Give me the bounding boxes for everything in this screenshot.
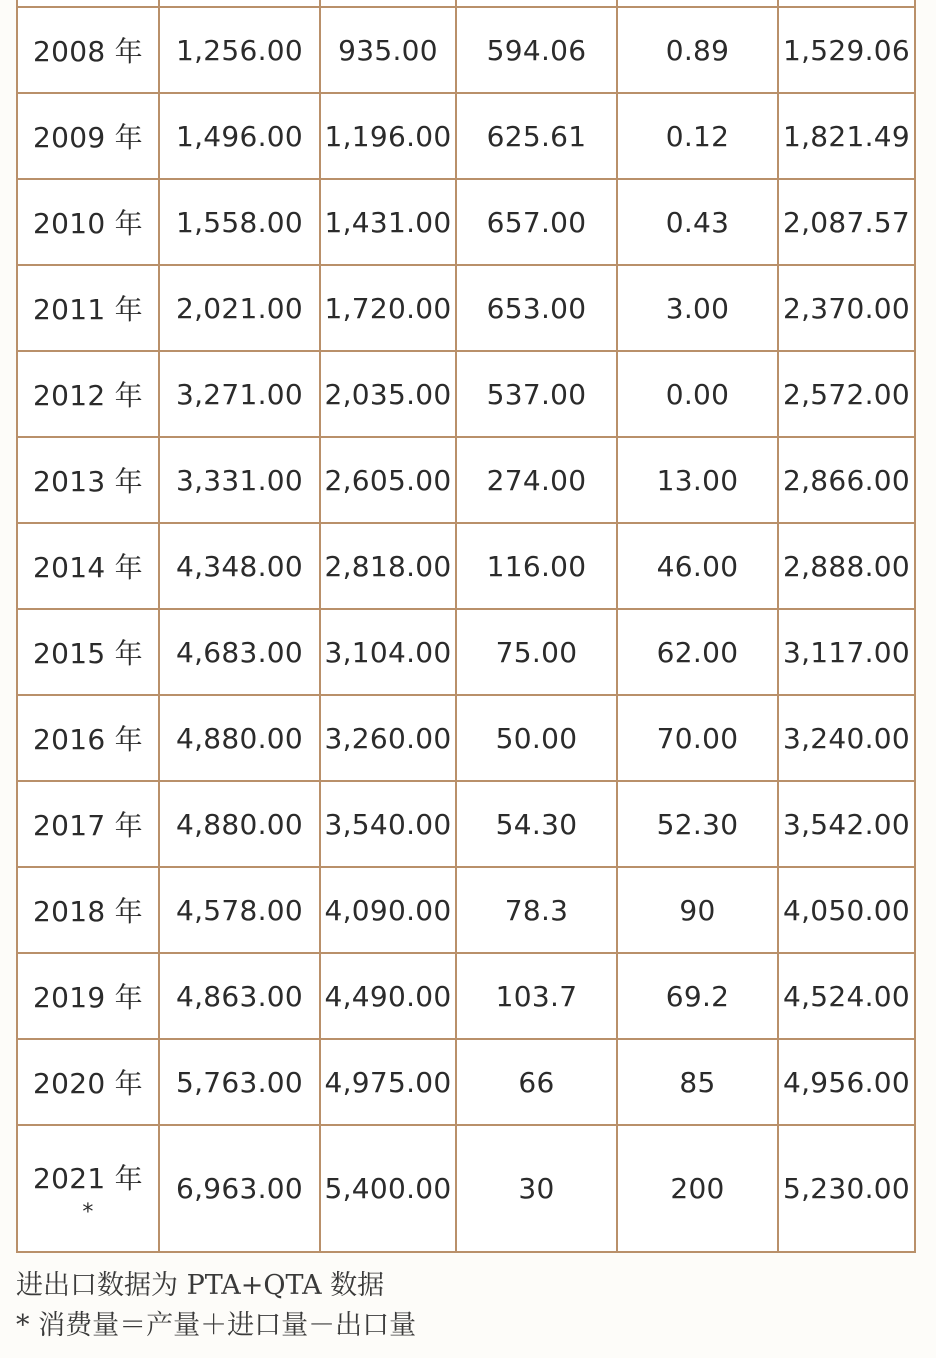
year-cell: [17, 781, 159, 867]
value-cell-col5: 1,529.06: [778, 7, 915, 93]
value-cell-col2: 4,090.00: [320, 867, 456, 953]
value-cell-col4: 90: [617, 867, 778, 953]
year-label: 2016 年: [33, 723, 143, 756]
value-cell-col2: 3,260.00: [320, 695, 456, 781]
table-row: [17, 1125, 915, 1252]
footnote-formula: * 消费量＝产量＋进口量－出口量: [16, 1310, 417, 1341]
value-cell-col3: 103.7: [456, 953, 617, 1039]
value-cell-col2: 3,540.00: [320, 781, 456, 867]
value-cell-col4: 0.00: [617, 351, 778, 437]
table-row: [17, 179, 915, 265]
value-cell-col5: 3,542.00: [778, 781, 915, 867]
value-cell-col2: 1,196.00: [320, 93, 456, 179]
value-cell-col4: 52.30: [617, 781, 778, 867]
value-cell-col1: 4,880.00: [159, 781, 320, 867]
table-row: [17, 609, 915, 695]
value-cell-col2: 2,035.00: [320, 351, 456, 437]
value-cell-col1: 4,578.00: [159, 867, 320, 953]
year-cell: [17, 265, 159, 351]
value-cell-col5: 4,050.00: [778, 867, 915, 953]
value-cell-col5: 2,888.00: [778, 523, 915, 609]
value-cell-col2: 3,104.00: [320, 609, 456, 695]
data-table-container: [16, 0, 914, 1253]
value-cell-col3: 116.00: [456, 523, 617, 609]
year-cell: [17, 7, 159, 93]
year-cell: [17, 93, 159, 179]
value-cell-col4: 13.00: [617, 437, 778, 523]
year-label: 2017 年: [33, 809, 143, 842]
value-cell-col1: 5,763.00: [159, 1039, 320, 1125]
value-cell-col1: 3,271.00: [159, 351, 320, 437]
value-cell-col4: 0.89: [617, 7, 778, 93]
value-cell-col1: 1,256.00: [159, 7, 320, 93]
table-row: [17, 953, 915, 1039]
value-cell-col4: 200: [617, 1125, 778, 1252]
value-cell-col3: 625.61: [456, 93, 617, 179]
value-cell-col3: 657.00: [456, 179, 617, 265]
year-label: 2009 年: [33, 121, 143, 154]
table-row: [17, 351, 915, 437]
value-cell-col3: 50.00: [456, 695, 617, 781]
value-cell-col5: 4,956.00: [778, 1039, 915, 1125]
footnote-source: 进出口数据为 PTA+QTA 数据: [16, 1270, 385, 1301]
value-cell-col2: 1,431.00: [320, 179, 456, 265]
value-cell-col5: 5,230.00: [778, 1125, 915, 1252]
data-table: [16, 0, 916, 1253]
value-cell-col1: 4,348.00: [159, 523, 320, 609]
value-cell-col2: 2,605.00: [320, 437, 456, 523]
table-row: [17, 93, 915, 179]
value-cell-col4: 3.00: [617, 265, 778, 351]
value-cell-col3: 30: [456, 1125, 617, 1252]
year-cell: [17, 1125, 159, 1252]
value-cell-col4: 0.43: [617, 179, 778, 265]
value-cell-col1: 4,880.00: [159, 695, 320, 781]
value-cell-col4: 62.00: [617, 609, 778, 695]
value-cell-col2: 935.00: [320, 7, 456, 93]
value-cell-col1: 6,963.00: [159, 1125, 320, 1252]
value-cell-col4: 69.2: [617, 953, 778, 1039]
table-header-remnant: [17, 0, 915, 7]
value-cell-col3: 274.00: [456, 437, 617, 523]
value-cell-col3: 78.3: [456, 867, 617, 953]
year-cell: [17, 695, 159, 781]
value-cell-col3: 75.00: [456, 609, 617, 695]
table-row: [17, 523, 915, 609]
value-cell-col4: 85: [617, 1039, 778, 1125]
year-label: 2014 年: [33, 551, 143, 584]
value-cell-col1: 1,496.00: [159, 93, 320, 179]
value-cell-col4: 70.00: [617, 695, 778, 781]
year-label: 2018 年: [33, 895, 143, 928]
table-row: [17, 781, 915, 867]
year-cell: [17, 437, 159, 523]
value-cell-col5: 2,370.00: [778, 265, 915, 351]
value-cell-col5: 2,087.57: [778, 179, 915, 265]
table-row: [17, 437, 915, 523]
footnotes: [16, 1266, 916, 1346]
value-cell-col5: 4,524.00: [778, 953, 915, 1039]
table-row: [17, 695, 915, 781]
value-cell-col5: 2,572.00: [778, 351, 915, 437]
value-cell-col3: 653.00: [456, 265, 617, 351]
year-label: 2010 年: [33, 207, 143, 240]
value-cell-col1: 3,331.00: [159, 437, 320, 523]
estimate-mark: *: [82, 1199, 94, 1225]
value-cell-col1: 1,558.00: [159, 179, 320, 265]
value-cell-col3: 594.06: [456, 7, 617, 93]
year-label: 2021 年: [33, 1161, 143, 1195]
value-cell-col5: 3,240.00: [778, 695, 915, 781]
year-cell: [17, 351, 159, 437]
year-label: 2012 年: [33, 379, 143, 412]
value-cell-col2: 5,400.00: [320, 1125, 456, 1252]
table-row: [17, 867, 915, 953]
value-cell-col5: 3,117.00: [778, 609, 915, 695]
year-label: 2019 年: [33, 981, 143, 1014]
year-cell: [17, 523, 159, 609]
value-cell-col4: 46.00: [617, 523, 778, 609]
table-body: [17, 0, 915, 1252]
value-cell-col3: 66: [456, 1039, 617, 1125]
value-cell-col2: 4,975.00: [320, 1039, 456, 1125]
value-cell-col5: 1,821.49: [778, 93, 915, 179]
table-row: [17, 1039, 915, 1125]
value-cell-col1: 4,683.00: [159, 609, 320, 695]
value-cell-col2: 1,720.00: [320, 265, 456, 351]
year-cell: [17, 1039, 159, 1125]
year-cell: [17, 953, 159, 1039]
table-row: [17, 7, 915, 93]
year-label: 2008 年: [33, 35, 143, 68]
value-cell-col3: 54.30: [456, 781, 617, 867]
year-cell: [17, 867, 159, 953]
year-label: 2020 年: [33, 1067, 143, 1100]
year-cell: [17, 179, 159, 265]
year-label: 2015 年: [33, 637, 143, 670]
value-cell-col1: 4,863.00: [159, 953, 320, 1039]
year-cell: [17, 609, 159, 695]
year-label: 2013 年: [33, 465, 143, 498]
value-cell-col3: 537.00: [456, 351, 617, 437]
value-cell-col2: 4,490.00: [320, 953, 456, 1039]
year-label: 2011 年: [33, 293, 143, 326]
value-cell-col5: 2,866.00: [778, 437, 915, 523]
value-cell-col2: 2,818.00: [320, 523, 456, 609]
value-cell-col1: 2,021.00: [159, 265, 320, 351]
table-row: [17, 265, 915, 351]
value-cell-col4: 0.12: [617, 93, 778, 179]
